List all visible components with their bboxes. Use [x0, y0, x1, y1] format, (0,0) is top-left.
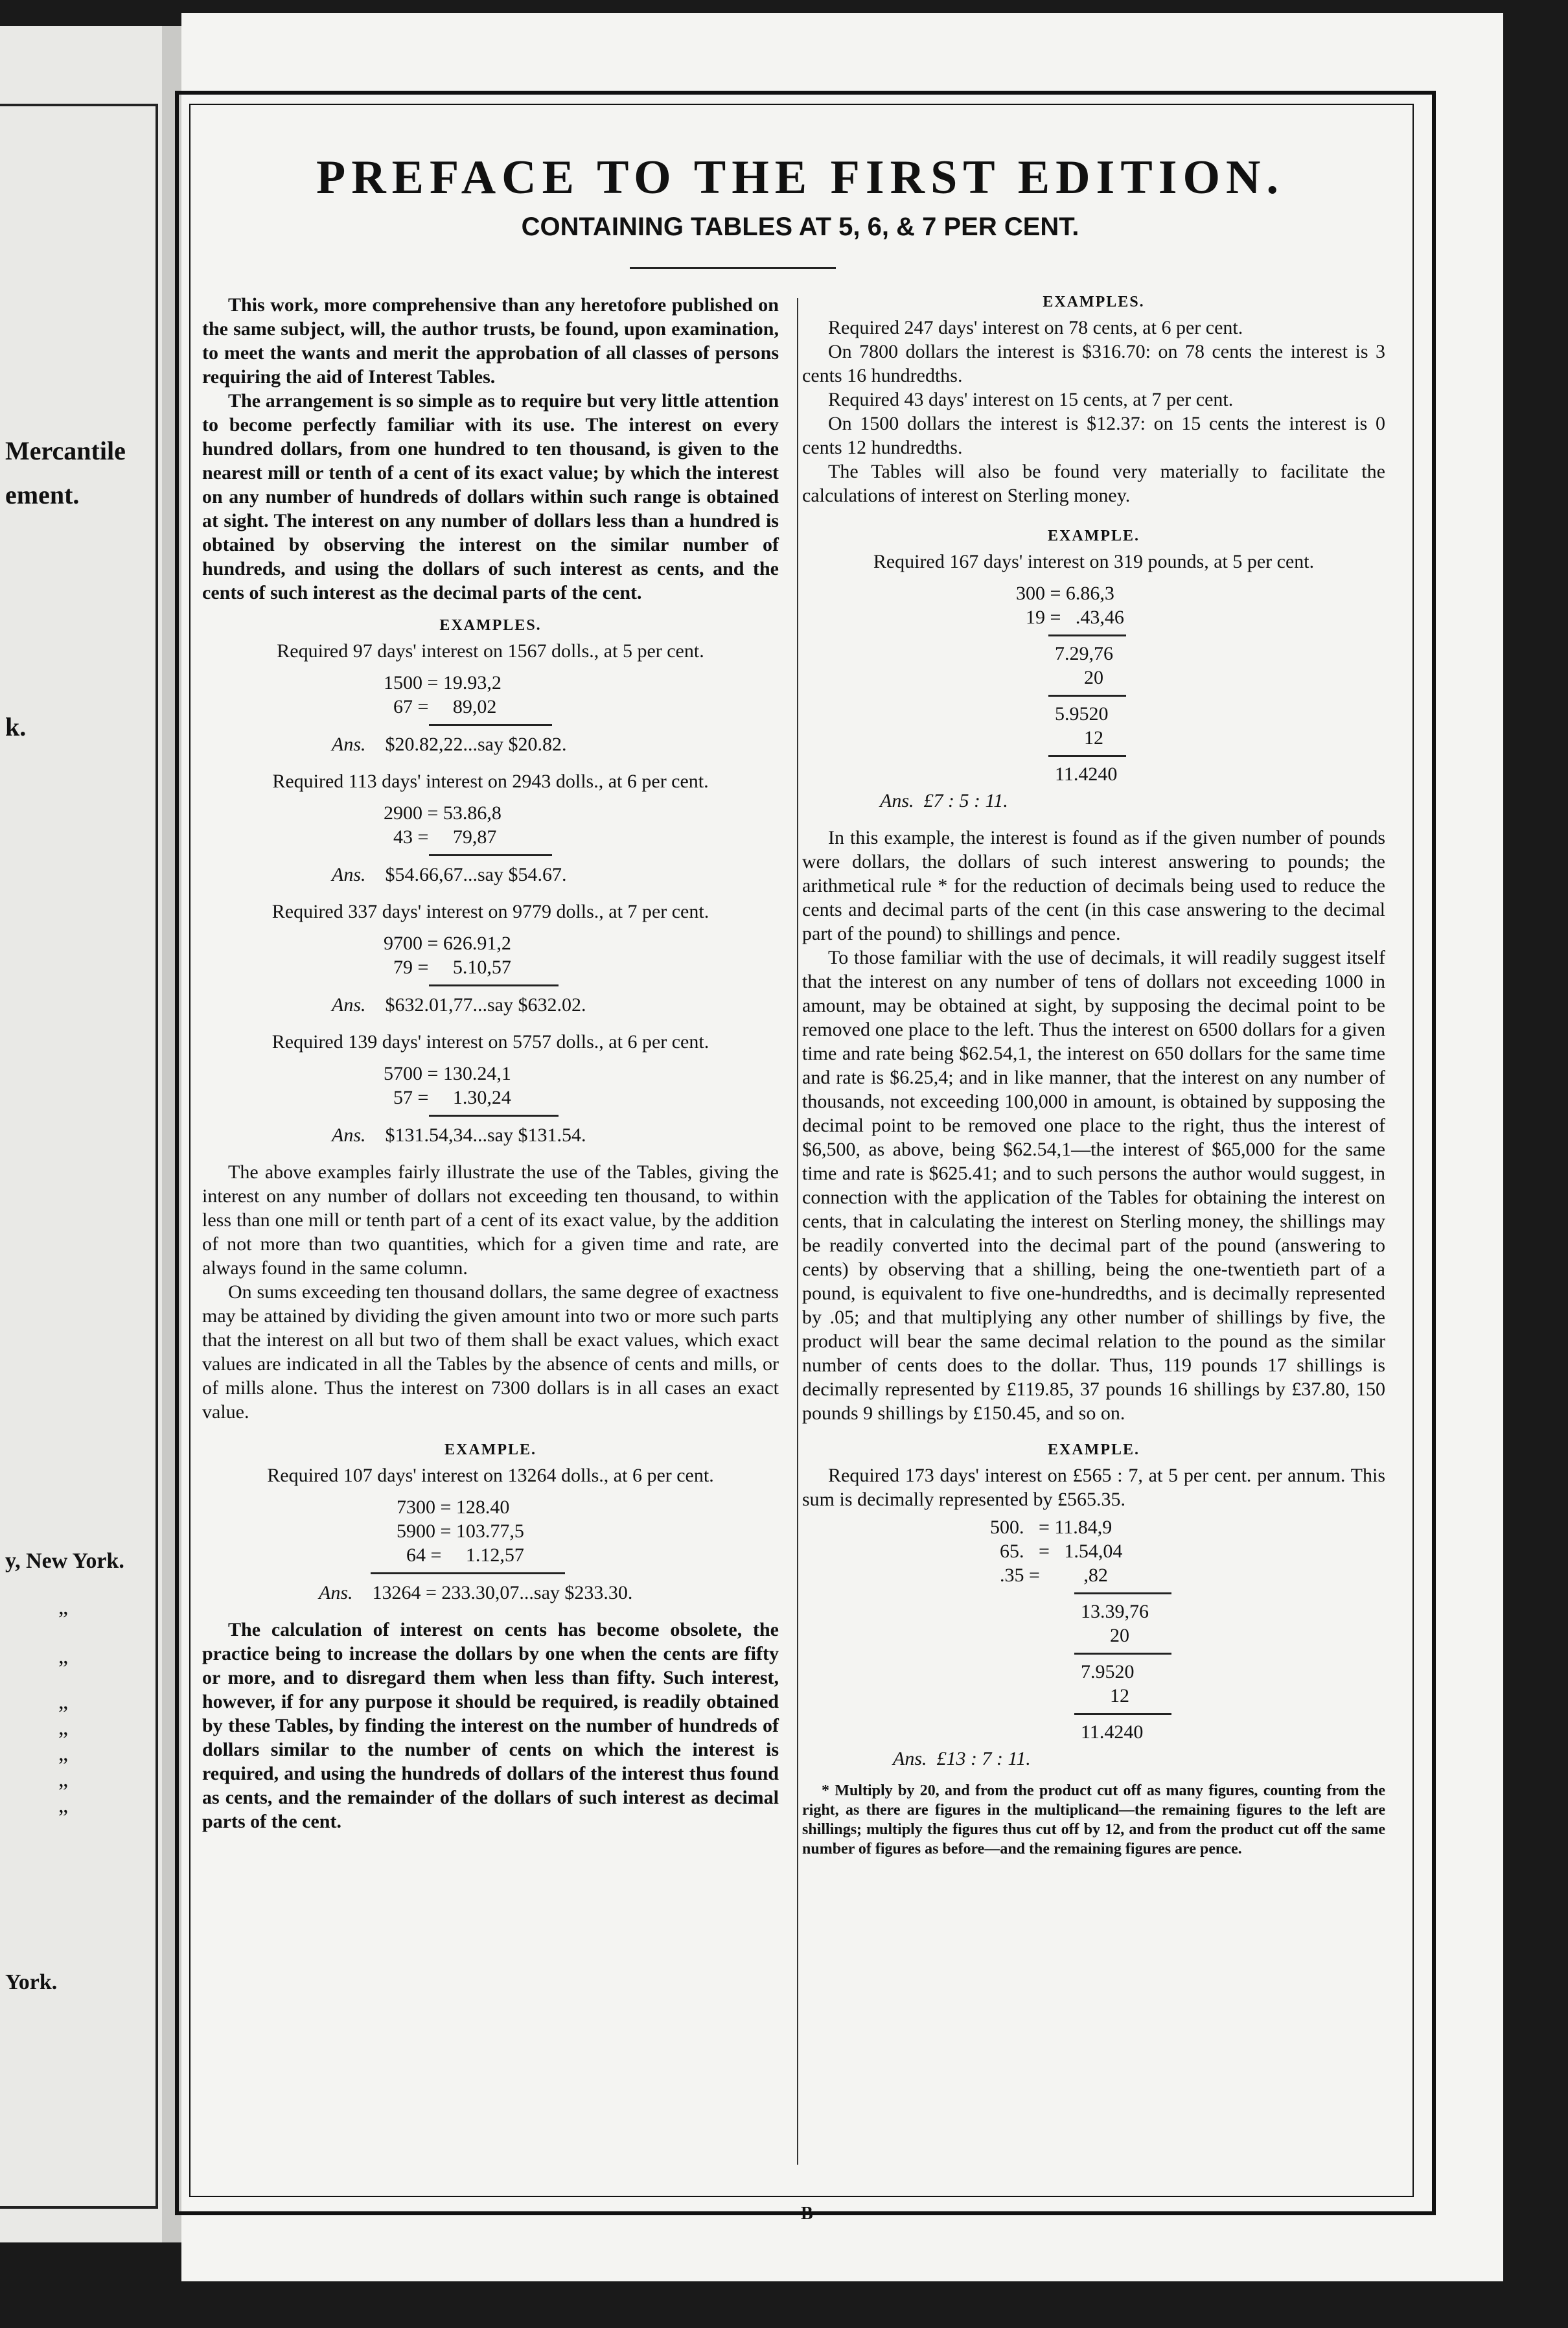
example-requirement: Required 167 days' interest on 319 pounds, at 5 per cent. [873, 551, 1315, 572]
intro-paragraph: This work, more comprehensive than any heretofore published on the same subject, will, the author trusts, be found, upon examination, to meet the wants and merit the approbation of all classes of persons requiring the aid of Interest Tables. [202, 294, 779, 388]
sum-rule [429, 1115, 559, 1117]
example-answer [332, 1123, 779, 1147]
answer-value: £13 : 7 : 11. [936, 1748, 1031, 1769]
sum-rule [429, 724, 552, 726]
calc-row: 2900 = 53.86,8 [384, 802, 502, 824]
example-requirement: Required 139 days' interest on 5757 dolls., at 6 per cent. [271, 1031, 709, 1053]
example-heading: EXAMPLE. [1048, 528, 1140, 544]
calc-row: 1500 = 19.93,2 [384, 672, 502, 693]
example-line: Required 247 days' interest on 78 cents, at 6 per cent. [828, 317, 1243, 338]
cents-paragraph: The calculation of interest on cents has become obsolete, the practice being to increase the dollars by one when the cents are fifty or more, and to disregard them when less than fifty. Such interest, however, if for any purpose it should be required, is readily obtained by these Tables, by finding the interest on the number of hundreds of dollars similar to the number of cents on which the interest is required, and using the hundreds of dollars of the interest thus found as cents, and the remainder of the dollars of such interest as decimal parts of the cent. [202, 1619, 779, 1832]
ditto-mark: ” [58, 1728, 69, 1752]
ditto-mark: ” [58, 1754, 69, 1778]
examples-heading: EXAMPLES. [1043, 294, 1145, 310]
arrangement-paragraph: The arrangement is so simple as to require but very little attention to become perfectly familiar with its use. The interest on every hundred dollars, from one hundred to ten thousand, is given to the nearest mill or tenth of a cent of its exact value; by which the interest on any number of hundreds of dollars within such range is obtained at sight. The interest on any number of dollars less than a hundred is obtained by observing the interest on the similar number of hundreds, and using the dollars of such interest as cents, and the cents of such interest as the decimal parts of the cent. [202, 390, 779, 603]
calc-row: 5.9520 [1055, 703, 1109, 725]
calc-row: 7.29,76 [1055, 643, 1113, 664]
calc-row: 79 = 5.10,57 [384, 957, 511, 978]
decimals-paragraph: To those familiar with the use of decimals, it will readily suggest itself that the interest on any number of tens of dollars not exceeding 1000 in amount, may be obtained at sight, by supposing the decimal point to be removed one place to the left. Thus the interest on 6500 dollars for a given time and rate being $62.54,1, the interest on 650 dollars for the same time and rate is $6.25,4; and in like manner, that the interest on any number of thousands, not exceeding 100,000 in amount, is obtained by supposing the decimal point to be removed one place to the right, thus the interest of $6,500, as above, being $62.54,1—the interest of $65,000 for the same time and rate is $625.41; and to such persons the author would suggest, in connection with the application of the Tables for obtaining the interest on cents, that in calculating the interest on Sterling money, the shillings may be readily converted into the decimal part of the pound (answering to cents) by observing that a shilling, being the one-twentieth part of a pound, is equivalent to five one-hundredths, and is decimally represented by .05; and that multiplying any other number of shillings by five, the product will bear the same decimal relation to the pound as the similar number of cents does to the dollar. Thus, 119 pounds 17 shillings is decimally represented by £119.85, 37 pounds 16 shillings by £37.80, 150 pounds 9 shillings by £150.45, and so on. [802, 947, 1385, 1424]
calc-row: 12 [1081, 1685, 1129, 1706]
calc-row: 19 = .43,46 [1016, 607, 1124, 628]
page-title: PREFACE TO THE FIRST EDITION. [316, 151, 1284, 204]
example-requirement: Required 113 days' interest on 2943 dolls., at 6 per cent. [272, 771, 709, 792]
calc-row: 57 = 1.30,24 [384, 1087, 511, 1108]
answer-value: $632.01,77...say $632.02. [385, 994, 586, 1016]
calc-row: 300 = 6.86,3 [1016, 583, 1114, 604]
sterling-calculation [1016, 581, 1385, 786]
facing-page-text: ement. [5, 480, 80, 509]
facing-page-border [0, 104, 158, 2209]
calc-row: .35 = ,82 [990, 1565, 1108, 1586]
calc-row: 5700 = 130.24,1 [384, 1063, 511, 1084]
calc-row: 67 = 89,02 [384, 696, 497, 717]
example-answer [319, 1581, 779, 1605]
example-requirement: Required 97 days' interest on 1567 dolls., at 5 per cent. [277, 640, 704, 662]
example-calculation [384, 801, 779, 856]
example-line: On 7800 dollars the interest is $316.70: on 78 cents the interest is 3 cents 16 hundredths. [802, 341, 1385, 386]
example-line: On 1500 dollars the interest is $12.37: on 15 cents the interest is 0 cents 12 hundredths. [802, 413, 1385, 458]
answer-label: Ans. [893, 1748, 927, 1769]
right-column [802, 285, 1385, 1859]
signature-mark: B [801, 2204, 813, 2224]
calc-row: 13.39,76 [1081, 1601, 1149, 1622]
answer-value: $20.82,22...say $20.82. [385, 734, 567, 755]
calc-row: 11.4240 [1055, 763, 1118, 785]
calc-row: 9700 = 626.91,2 [384, 933, 511, 954]
calc-row: 500. = 11.84,9 [990, 1517, 1113, 1538]
facing-page-text: York. [5, 1970, 58, 1994]
example-answer [332, 732, 779, 756]
ditto-mark: ” [58, 1657, 69, 1681]
answer-value: 13264 = 233.30,07...say $233.30. [372, 1582, 633, 1603]
left-column [202, 293, 779, 1833]
example-heading: EXAMPLE. [444, 1441, 536, 1458]
example-calculation [384, 931, 779, 986]
page-subtitle: CONTAINING TABLES AT 5, 6, & 7 PER CENT. [521, 213, 1079, 241]
example-requirement: Required 107 days' interest on 13264 dolls., at 6 per cent. [267, 1465, 714, 1486]
sum-rule [1048, 634, 1126, 636]
sterling-explanation-paragraph: In this example, the interest is found as if the given number of pounds were dollars, the dollars of such interest answering to pounds; the arithmetical rule * for the reduction of decimals being used to reduce the cents and decimal parts of the cent (in this case answering to the decimal part of the pound) to shillings and pence. [802, 827, 1385, 944]
example-answer [332, 863, 779, 887]
answer-value: $54.66,67...say $54.67. [385, 864, 567, 885]
answer-value: £7 : 5 : 11. [923, 790, 1008, 811]
ditto-mark: ” [58, 1780, 69, 1804]
ditto-mark: ” [58, 1702, 69, 1726]
facing-page-text: Mercantile [5, 436, 126, 465]
facing-page [0, 26, 164, 2242]
sum-rule [1074, 1653, 1171, 1655]
calc-row: 64 = 1.12,57 [397, 1544, 524, 1566]
facing-page-text: k. [5, 712, 27, 741]
ditto-mark: ” [58, 1806, 69, 1830]
exceeding-paragraph: On sums exceeding ten thousand dollars, the same degree of exactness may be attained by dividing the given amount into two or more such parts that the interest on all but two of them shall be exact values, which exact values are indicated in all the Tables by the absence of cents and mills, or of mills alone. Thus the interest on 7300 dollars is in all cases an exact value. [202, 1281, 779, 1423]
calc-row: 20 [1081, 1625, 1129, 1646]
answer-label: Ans. [332, 1124, 366, 1146]
sterling-paragraph: The Tables will also be found very materially to facilitate the calculations of interest on Sterling money. [802, 461, 1385, 506]
title-divider [630, 267, 836, 269]
sum-rule [429, 984, 559, 986]
sum-rule [429, 854, 552, 856]
answer-value: $131.54,34...say $131.54. [385, 1124, 586, 1146]
sum-rule [1074, 1713, 1171, 1715]
ditto-mark: ” [58, 1607, 69, 1631]
answer-label: Ans. [332, 864, 366, 885]
calc-row: 7.9520 [1081, 1661, 1135, 1682]
example-calculation [397, 1495, 779, 1574]
facing-page-text: y, New York. [5, 1549, 124, 1573]
calc-row: 7300 = 128.40 [397, 1496, 510, 1518]
calc-row: 65. = 1.54,04 [990, 1541, 1123, 1562]
answer-label: Ans. [319, 1582, 353, 1603]
example-requirement: Required 337 days' interest on 9779 dolls., at 7 per cent. [271, 901, 709, 922]
example-line: Required 43 days' interest on 15 cents, at 7 per cent. [828, 389, 1234, 410]
sum-rule [371, 1572, 565, 1574]
sum-rule [1074, 1592, 1171, 1594]
answer-label: Ans. [880, 790, 914, 811]
calc-row: 20 [1055, 667, 1103, 688]
answer-label: Ans. [332, 734, 366, 755]
example-answer [332, 993, 779, 1017]
illustration-paragraph: The above examples fairly illustrate the use of the Tables, giving the interest on any number of dollars not exceeding ten thousand, to within less than one mill or tenth part of a cent of its exact value, by the addition of not more than two quantities, which for a given time and rate, are always found in the same column. [202, 1161, 779, 1279]
examples-heading: EXAMPLES. [439, 617, 542, 634]
example-answer [893, 1747, 1385, 1771]
example-answer [880, 789, 1385, 813]
example-calculation [384, 671, 779, 726]
answer-label: Ans. [332, 994, 366, 1016]
example-calculation [384, 1062, 779, 1117]
sum-rule [1048, 755, 1126, 757]
column-divider [797, 298, 798, 2165]
example-heading: EXAMPLE. [1048, 1441, 1140, 1458]
calc-row: 11.4240 [1081, 1721, 1144, 1743]
sterling-calculation [990, 1515, 1385, 1744]
calc-row: 5900 = 103.77,5 [397, 1520, 524, 1542]
footnote: * Multiply by 20, and from the product cut off as many figures, counting from the right, as there are figures in the multiplicand—the remaining figures to the left are shillings; multiply the figures thus cut off by 12, and from the product cut off the same number of figures as before—and the remaining figures are pence. [802, 1782, 1385, 1857]
example-requirement: Required 173 days' interest on £565 : 7, at 5 per cent. per annum. This sum is decimally represented by £565.35. [802, 1465, 1385, 1510]
calc-row: 12 [1055, 727, 1103, 749]
calc-row: 43 = 79,87 [384, 826, 497, 848]
sum-rule [1048, 695, 1126, 697]
